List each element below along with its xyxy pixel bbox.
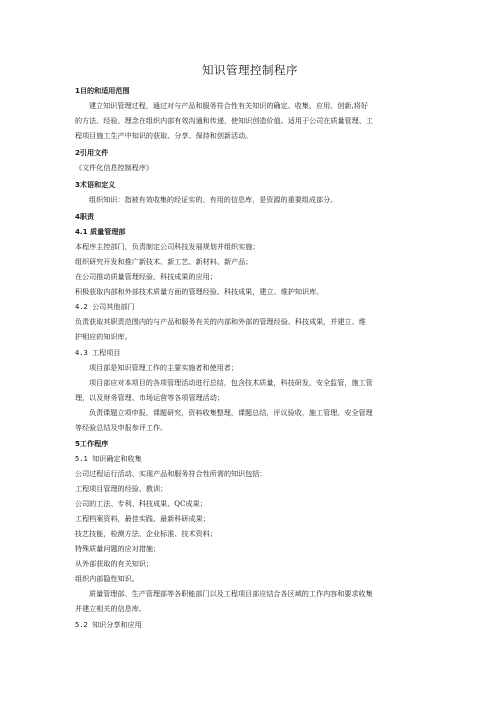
section-heading-4: 4职责	[75, 212, 95, 221]
paragraph-line: 组织研究开发和推广新技术、新工艺、新材料、新产品；	[75, 257, 253, 266]
section-heading-3: 3术语和定义	[75, 180, 116, 189]
paragraph-line: 项目部是知识管理工作的主要实施者和使用者；	[89, 363, 238, 372]
paragraph-line: 本程序主控部门，负责制定公司科技发展规划并组织实施；	[75, 242, 260, 251]
subsection-heading: 4.1 质量管理部	[75, 227, 126, 236]
paragraph-line: 建立知识管理过程，通过对与产品和服务符合性有关知识的确定、收集、应用、创新,将好	[89, 101, 368, 110]
paragraph-line: 的方法、经验、理念在组织内部有效沟通和传递，使知识创造价值。适用于公司在质量管理、工	[75, 116, 373, 125]
section-heading-5: 5工作程序	[75, 439, 109, 448]
paragraph-line: 《文件化信息控制程序》	[75, 163, 154, 172]
section-heading-1: 1目的和适用范围	[75, 86, 130, 95]
list-item: 从外部获取的有关知识；	[75, 559, 154, 568]
paragraph-line: 负责课题立项申报，课题研究，资料收集整理，课题总结，评议验收，施工管理、安全管理	[89, 408, 373, 417]
paragraph-line: 项目部应对本项目的各项管理活动进行总结，包含技术质量，科技研发，安全监管，施工管	[89, 378, 373, 387]
list-item: 公司的工法、专利、科技成果、QC成果；	[75, 499, 207, 508]
paragraph-line: 程项目施工生产中知识的获取、分享、保持和创新活动。	[75, 131, 253, 140]
paragraph-line: 积极获取内部和外部技术质量方面的管理经验、科技成果，建立、维护知识库。	[75, 287, 324, 296]
list-item: 特殊质量问题的应对措施；	[75, 544, 161, 553]
paragraph-line: 在公司推动质量管理经验、科技成果的应用；	[75, 272, 217, 281]
document-title: 知识管理控制程序	[202, 63, 298, 77]
paragraph-line: 并建立相关的信息库。	[75, 604, 146, 613]
paragraph-line: 公司过程运行活动、实现产品和服务符合性所需的知识包括：	[75, 469, 267, 478]
list-item: 组织内部隐性知识。	[75, 574, 139, 583]
list-item: 工程项目管理的经验、教训；	[75, 484, 168, 493]
paragraph-line: 负责获取其职责范围内的与产品和服务有关的内部和外部的管理经验、科技成果，并建立、维	[75, 317, 366, 326]
section-heading-2: 2引用文件	[75, 148, 109, 157]
paragraph-line: 组织知识：指被有效收集的经证实的、有用的信息库，是资源的重要组成部分。	[89, 195, 338, 204]
subsection-heading: 4.3 工程项目	[75, 348, 121, 357]
subsection-heading: 4.2 公司其他部门	[75, 302, 135, 311]
paragraph-line: 质量管理部、生产管理部等各职能部门以及工程项目部应结合各区域的工作内容和要求收集	[89, 589, 373, 598]
paragraph-line: 护相应的知识库。	[75, 332, 132, 341]
paragraph-line: 理，以及财务管理、市场运营等各项管理活动；	[75, 393, 224, 402]
subsection-heading: 5.1 知识确定和收集	[75, 454, 142, 463]
paragraph-line: 等经验总结及申报参评工作。	[75, 423, 168, 432]
subsection-heading: 5.2 知识分享和应用	[75, 620, 142, 629]
list-item: 工程档案资料，最佳实践、最新科研成果；	[75, 514, 210, 523]
list-item: 技艺技能，检测方法、企业标准、技术资料；	[75, 529, 217, 538]
